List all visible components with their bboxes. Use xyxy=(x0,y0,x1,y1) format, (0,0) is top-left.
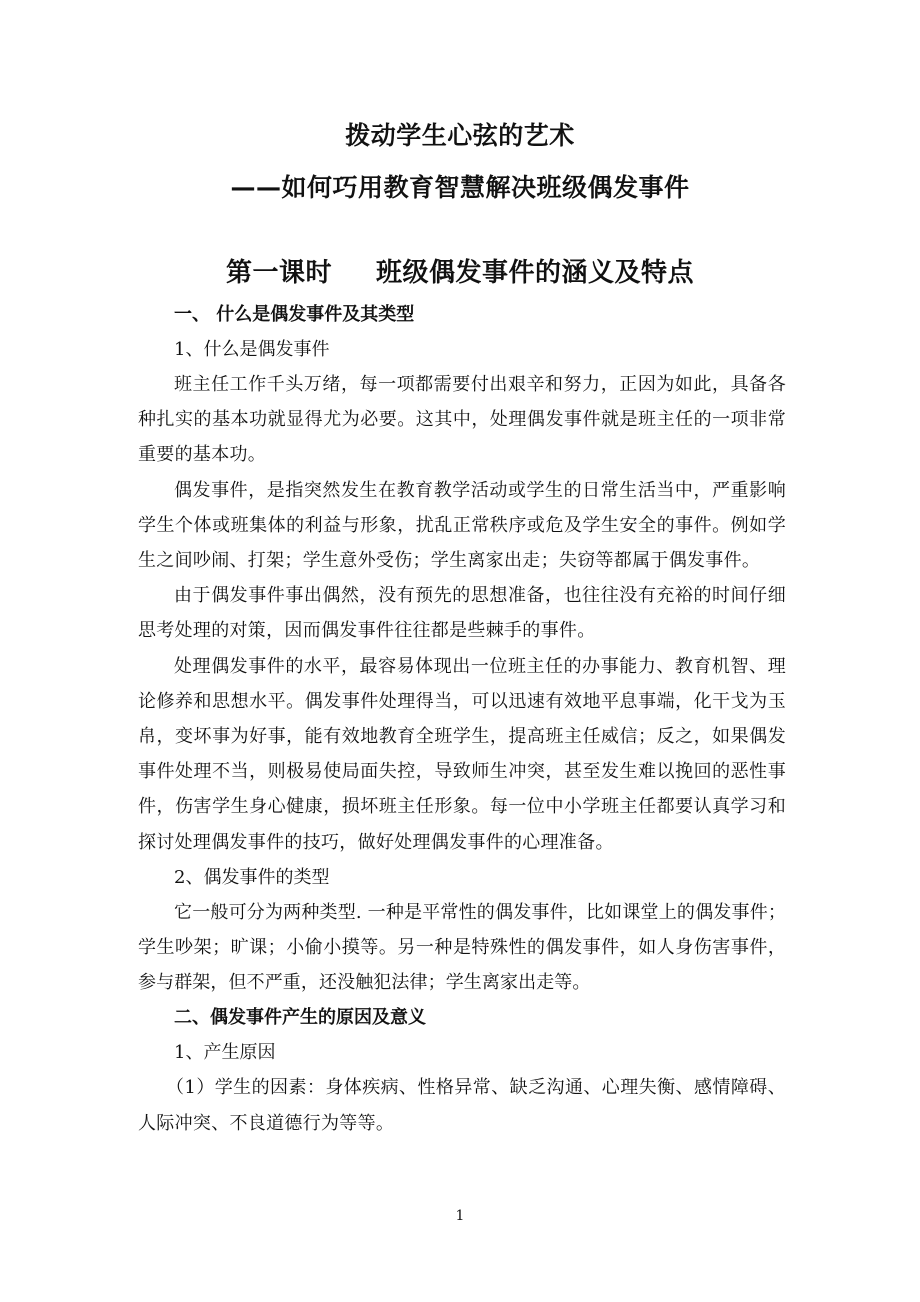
paragraph: 处理偶发事件的水平，最容易体现出一位班主任的办事能力、教育机智、理论修养和思想水平。偶发事件处理得当，可以迅速有效地平息事端，化干戈为玉帛，变坏事为好事，能有效地教育全班学生，提高班主任威信；反之，如果偶发事件处理不当，则极易使局面失控，导致师生冲突，甚至发生难以挽回的恶性事件，伤害学生身心健康，损坏班主任形象。每一位中小学班主任都要认真学习和探讨处理偶发事件的技巧，做好处理偶发事件的心理准备。 xyxy=(138,655,786,853)
lesson-title: 班级偶发事件的涵义及特点 xyxy=(376,258,695,288)
subsection-heading: 1、产生原因 xyxy=(174,1042,276,1064)
subsection-heading: 2、偶发事件的类型 xyxy=(174,866,330,888)
subsection-heading: 1、什么是偶发事件 xyxy=(174,339,330,360)
paragraph: （1）学生的因素：身体疾病、性格异常、缺乏沟通、心理失衡、感情障碍、人际冲突、不良道德行为等等。 xyxy=(138,1077,786,1134)
paragraph: 由于偶发事件事出偶然，没有预先的思想准备，也往往没有充裕的时间仔细思考处理的对策，因而偶发事件往往都是些棘手的事件。 xyxy=(138,585,786,642)
page-number: 1 xyxy=(455,1208,465,1224)
lesson-number: 第一课时 xyxy=(225,258,332,288)
paragraph: 它一般可分为两种类型. 一种是平常性的偶发事件，比如课堂上的偶发事件；学生吵架；旷课；小偷小摸等。另一种是特殊性的偶发事件，如人身伤害事件，参与群架，但不严重，还没触犯法律；学生离家出走等。 xyxy=(138,901,786,994)
section-heading: 一、 什么是偶发事件及其类型 xyxy=(174,304,415,325)
lesson-heading xyxy=(0,252,920,289)
sub-title: ——如何巧用教育智慧解决班级偶发事件 xyxy=(230,173,690,202)
paragraph: 班主任工作千头万绪，每一项都需要付出艰辛和努力，正因为如此，具备各种扎实的基本功就显得尤为必要。这其中，处理偶发事件就是班主任的一项非常重要的基本功。 xyxy=(138,374,786,466)
section-heading: 二、偶发事件产生的原因及意义 xyxy=(174,1007,426,1029)
main-title: 拨动学生心弦的艺术 xyxy=(345,121,575,150)
document-body xyxy=(138,297,786,1141)
paragraph: 偶发事件，是指突然发生在教育教学活动或学生的日常生活当中，严重影响学生个体或班集体的利益与形象，扰乱正常秩序或危及学生安全的事件。例如学生之间吵闹、打架；学生意外受伤；学生离家出走；失窃等都属于偶发事件。 xyxy=(138,479,786,572)
